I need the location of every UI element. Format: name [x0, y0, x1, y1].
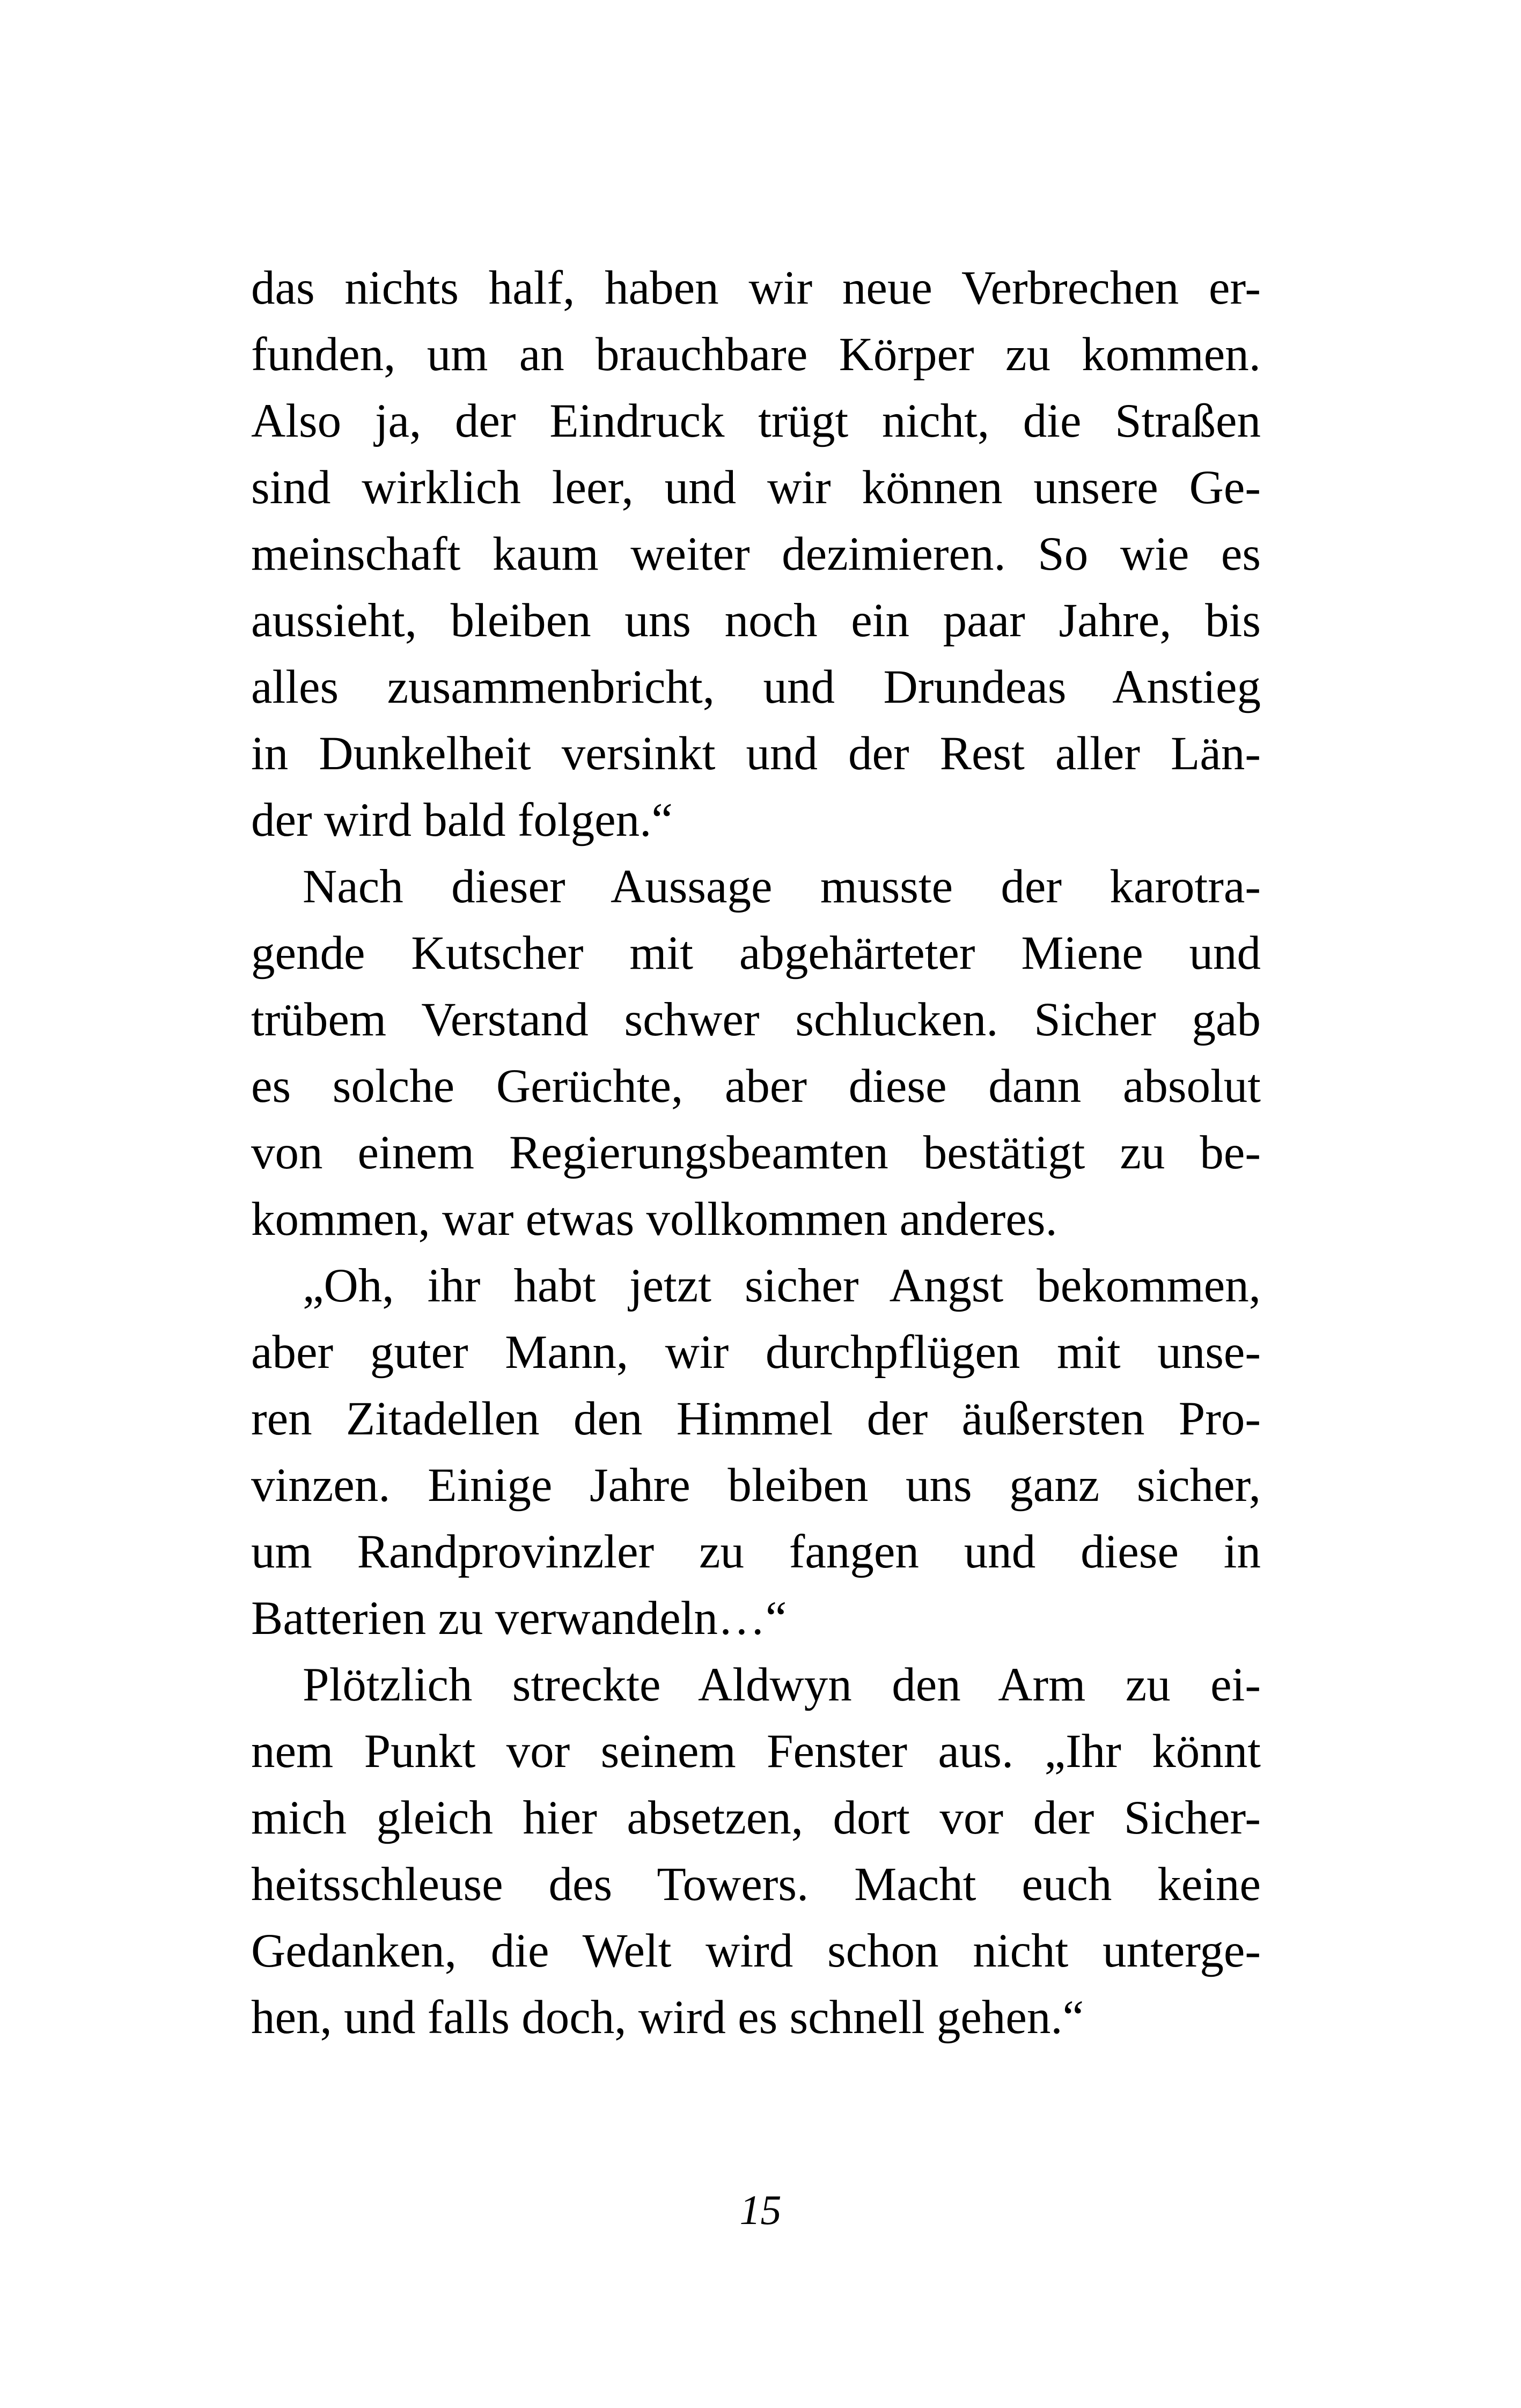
paragraph: [251, 1652, 1261, 2051]
text-line: gende Kutscher mit abgehärteter Miene und: [251, 927, 1261, 980]
text-line: aussieht, bleiben uns noch ein paar Jahre, bis: [251, 594, 1261, 647]
text-line: aber guter Mann, wir durchpflügen mit unse-: [251, 1326, 1261, 1379]
text-line: Batterien zu verwandeln…“: [251, 1592, 787, 1645]
text-line: Nach dieser Aussage musste der karotra-: [303, 860, 1261, 913]
page-number: 15: [739, 2186, 782, 2233]
text-line: in Dunkelheit versinkt und der Rest aller Län-: [251, 727, 1261, 780]
text-line: ren Zitadellen den Himmel der äußersten Pro-: [251, 1393, 1261, 1445]
paragraph: [251, 1253, 1261, 1652]
text-line: von einem Regierungsbeamten bestätigt zu be-: [251, 1126, 1261, 1179]
text-line: trübem Verstand schwer schlucken. Sicher gab: [251, 993, 1261, 1046]
text-line: der wird bald folgen.“: [251, 794, 673, 846]
body-text: [251, 255, 1261, 2051]
text-line: alles zusammenbricht, und Drundeas Anstieg: [251, 661, 1261, 713]
text-line: sind wirklich leer, und wir können unsere Ge-: [251, 461, 1261, 514]
text-line: mich gleich hier absetzen, dort vor der Sicher-: [251, 1792, 1261, 1844]
text-line: vinzen. Einige Jahre bleiben uns ganz sicher,: [251, 1459, 1261, 1512]
text-line: um Randprovinzler zu fangen und diese in: [251, 1526, 1261, 1578]
text-line: funden, um an brauchbare Körper zu kommen.: [251, 328, 1261, 381]
paragraph: [251, 255, 1261, 853]
text-line: kommen, war etwas vollkommen anderes.: [251, 1193, 1057, 1246]
text-line: Also ja, der Eindruck trügt nicht, die Straßen: [251, 395, 1261, 447]
text-line: nem Punkt vor seinem Fenster aus. „Ihr könnt: [251, 1725, 1261, 1778]
text-line: das nichts half, haben wir neue Verbrechen er-: [251, 262, 1261, 314]
text-line: meinschaft kaum weiter dezimieren. So wie es: [251, 528, 1261, 580]
text-line: Plötzlich streckte Aldwyn den Arm zu ei-: [303, 1659, 1261, 1711]
text-line: hen, und falls doch, wird es schnell gehen.“: [251, 1991, 1084, 2044]
text-line: Gedanken, die Welt wird schon nicht unterge-: [251, 1925, 1261, 1977]
text-line: heitsschleuse des Towers. Macht euch keine: [251, 1858, 1261, 1911]
paragraph: [251, 853, 1261, 1253]
text-line: es solche Gerüchte, aber diese dann absolut: [251, 1060, 1261, 1113]
text-line: „Oh, ihr habt jetzt sicher Angst bekommen,: [303, 1260, 1261, 1312]
